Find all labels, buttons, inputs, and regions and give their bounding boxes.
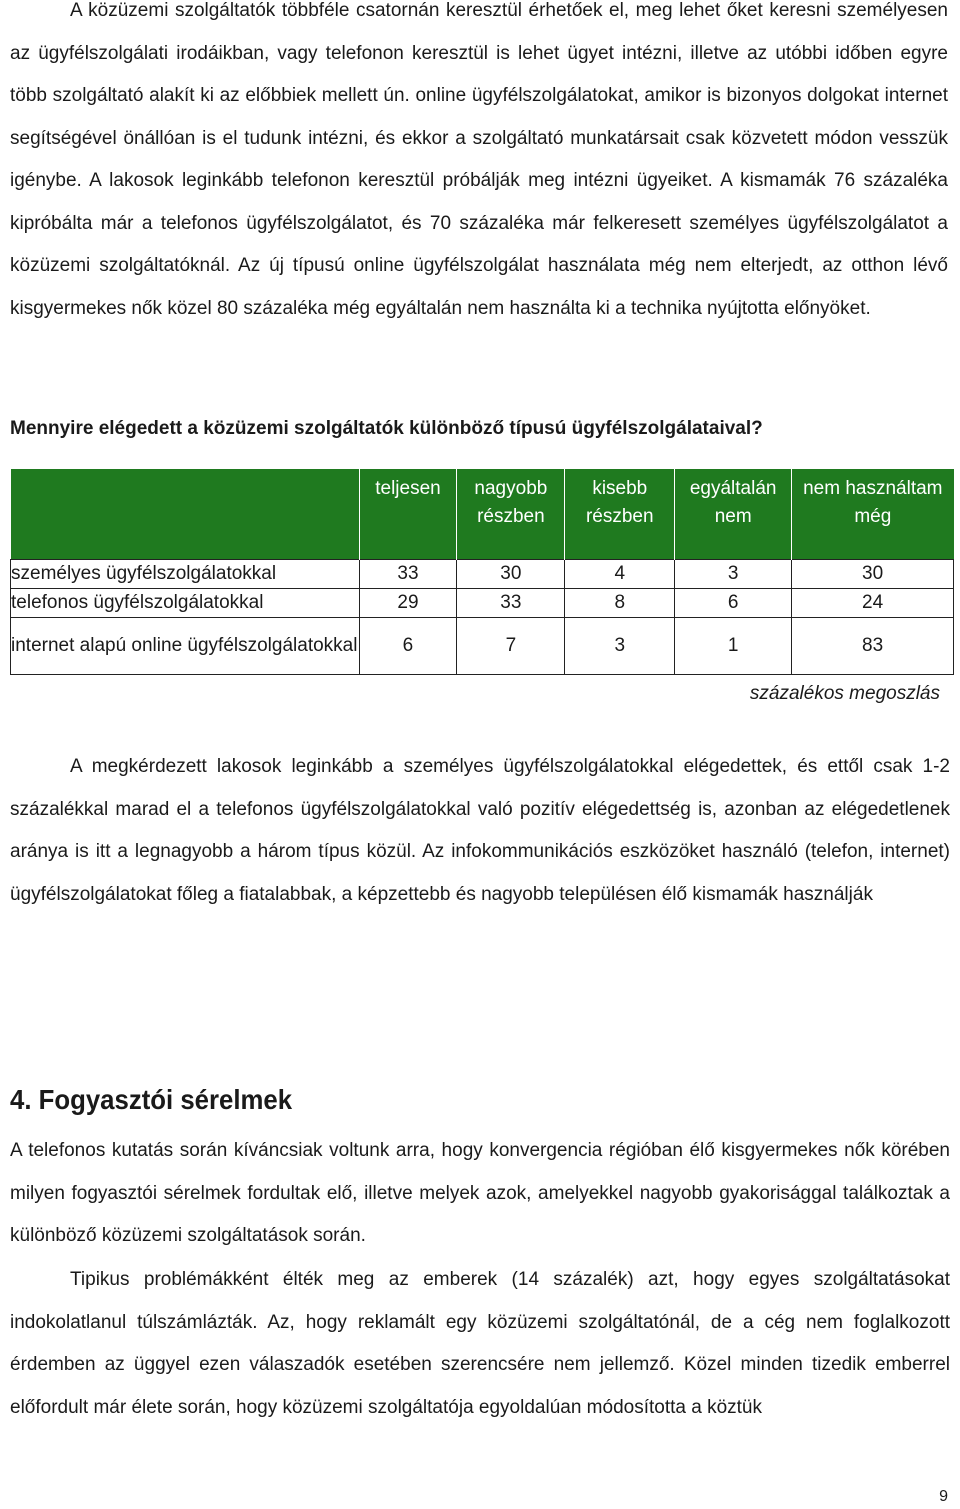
table-cell: 3 xyxy=(675,560,792,589)
table-cell: 30 xyxy=(792,560,954,589)
table-header-cell: egyáltalán nem xyxy=(675,469,792,560)
table-cell: 29 xyxy=(359,589,457,618)
intro-paragraph: A közüzemi szolgáltatók többféle csatornán keresztül érhetőek el, meg lehet őket keresni személyesen az ügyfélszolgálati irodáikban, vagy telefonon keresztül is lehet ügyet intézni, illetve az utóbbi időben egyre több szolgáltató alakít ki az előbbiek mellett ún. online ügyfélszolgálatokat, amikor is bizonyos dolgokat internet segítségével önállóan is el tudunk intézni, és ekkor a szolgáltató munkatársait csak közvetett módon vesszük igénybe. A lakosok leginkább telefonon keresztül próbálják meg intézni ügyeiket. A kismamák 76 százaléka kipróbálta már a telefonos ügyfélszolgálatot, és 70 százaléka már felkeresett személyes ügyfélszolgálatot a közüzemi szolgáltatóknál. Az új típusú online ügyfélszolgálat használata még nem elterjedt, az otthon lévő kisgyermekes nők közel 80 százaléka még egyáltalán nem használta ki a technika nyújtotta előnyöket. xyxy=(10,0,948,319)
table-header-cell: kisebb részben xyxy=(565,469,675,560)
table-note: százalékos megoszlás xyxy=(749,683,940,704)
table-cell: 33 xyxy=(359,560,457,589)
table-header-row xyxy=(11,469,954,560)
table-row xyxy=(11,560,954,589)
analysis-paragraph: A megkérdezett lakosok leginkább a személyes ügyfélszolgálatokkal elégedettek, és ettől csak 1-2 százalékkal marad el a telefonos ügyfélszolgálatokkal való pozitív elégedettség is, azonban az elégedetlenek aránya is itt a legnagyobb a három típus közül. Az infokommunikációs eszközöket használó (telefon, internet) ügyfélszolgálatokat főleg a fiatalabbak, a képzettebb és nagyobb településen élő kismamák használják xyxy=(10,756,950,905)
table-cell: 3 xyxy=(565,618,675,675)
section-intro-paragraph: A telefonos kutatás során kíváncsiak voltunk arra, hogy konvergencia régióban élő kisgyermekes nők körében milyen fogyasztói sérelmek fordultak elő, illetve melyek azok, amelyekkel nagyobb gyakorisággal találkoztak a különböző közüzemi szolgáltatások során. xyxy=(10,1140,950,1246)
row-label: internet alapú online ügyfélszolgálatokkal xyxy=(11,618,360,675)
table-header-cell: teljesen xyxy=(359,469,457,560)
table-cell: 33 xyxy=(457,589,565,618)
table-header-cell: nem használtam még xyxy=(792,469,954,560)
table-header-cell: nagyobb részben xyxy=(457,469,565,560)
table-row xyxy=(11,618,954,675)
satisfaction-table xyxy=(10,469,954,675)
page-number: 9 xyxy=(939,1488,948,1505)
survey-question: Mennyire elégedett a közüzemi szolgáltatók különböző típusú ügyfélszolgálataival? xyxy=(10,418,763,439)
table-cell: 24 xyxy=(792,589,954,618)
table-row xyxy=(11,589,954,618)
table-cell: 6 xyxy=(359,618,457,675)
row-label: személyes ügyfélszolgálatokkal xyxy=(11,560,360,589)
table-cell: 8 xyxy=(565,589,675,618)
table-header-blank xyxy=(11,469,360,560)
table-cell: 6 xyxy=(675,589,792,618)
table-cell: 4 xyxy=(565,560,675,589)
table-cell: 30 xyxy=(457,560,565,589)
table-cell: 1 xyxy=(675,618,792,675)
table-cell: 7 xyxy=(457,618,565,675)
section-heading: 4. Fogyasztói sérelmek xyxy=(10,1084,293,1115)
complaints-paragraph: Tipikus problémákként élték meg az emberek (14 százalék) azt, hogy egyes szolgáltatásokat indokolatlanul túlszámlázták. Az, hogy reklamált egy közüzemi szolgáltatónál, de a cég nem foglalkozott érdemben az üggyel ezen válaszadók esetében szerencsére nem jellemző. Közel minden tizedik emberrel előfordult már élete során, hogy közüzemi szolgáltatója egyoldalúan módosította a köztük xyxy=(10,1269,950,1418)
table-cell: 83 xyxy=(792,618,954,675)
row-label: telefonos ügyfélszolgálatokkal xyxy=(11,589,360,618)
